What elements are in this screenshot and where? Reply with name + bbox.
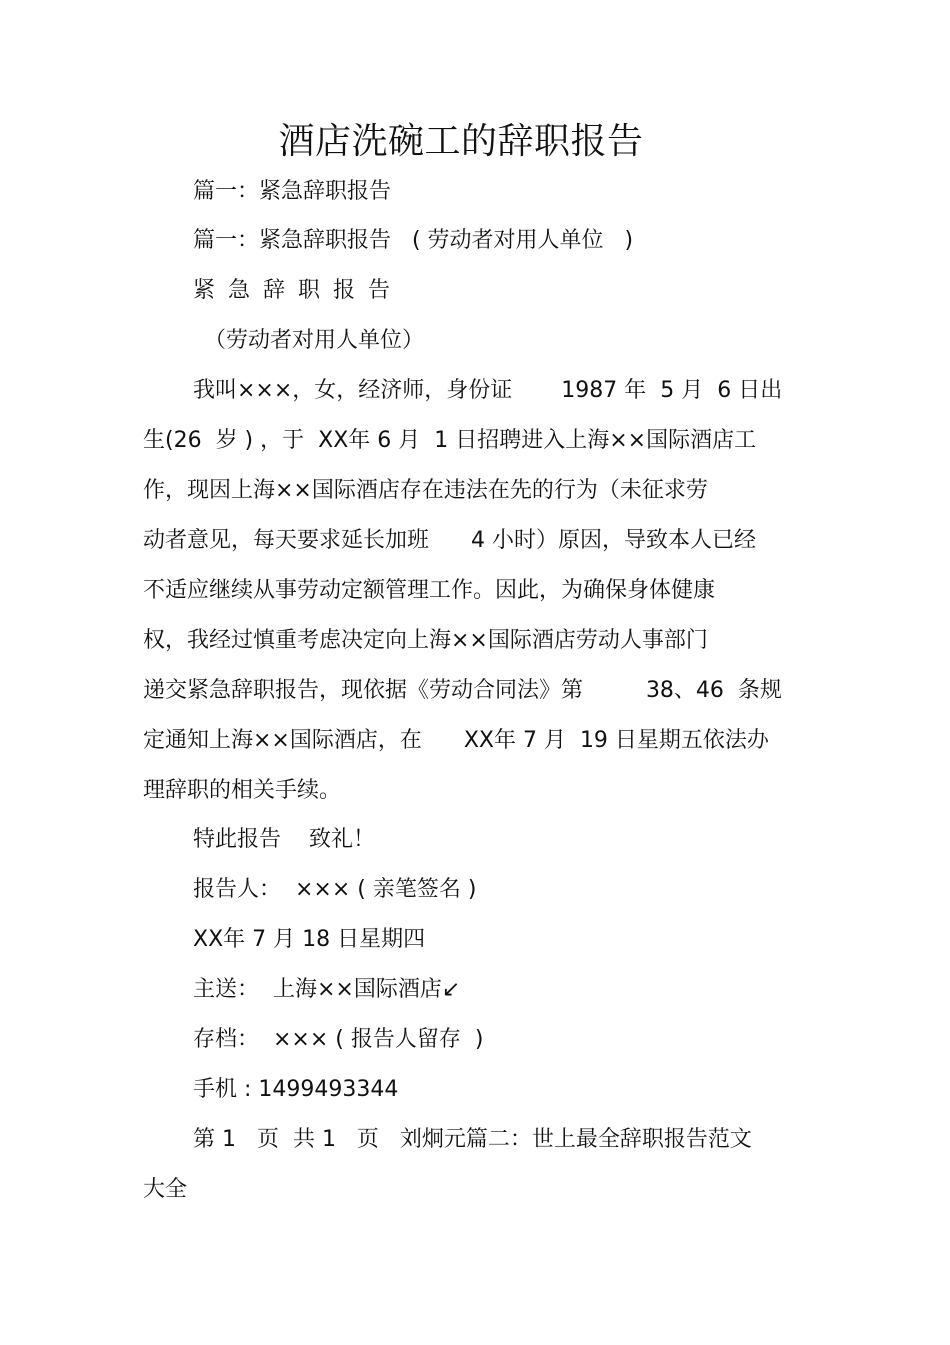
subsection-heading: 篇一：紧急辞职报告 ( 劳动者对用人单位 ) [193, 228, 634, 253]
letter-heading: 紧急辞职报告 [193, 278, 404, 303]
body-line: 定通知上海××国际酒店，在 XX年 7 月 19 日星期五依法办 [143, 728, 769, 753]
section-heading-1: 篇一：紧急辞职报告 [193, 179, 392, 204]
document-title: 酒店洗碗工的辞职报告 [278, 121, 644, 162]
body-line: 我叫×××，女，经济师，身份证 1987 年 5 月 6 日出 [193, 378, 783, 403]
body-line: 生(26 岁 ) ，于 XX年 6 月 1 日招聘进入上海××国际酒店工 [143, 428, 757, 453]
body-line: 权，我经过慎重考虑决定向上海××国际酒店劳动人事部门 [143, 628, 708, 653]
phone-line: 手机 : 1499493344 [193, 1077, 399, 1102]
reporter-line: 报告人： ××× ( 亲笔签名 ) [193, 877, 477, 902]
closing-line: 特此报告 致礼！ [193, 827, 375, 852]
page-footer-continuation: 大全 [143, 1177, 188, 1202]
date-line: XX年 7 月 18 日星期四 [193, 927, 426, 952]
body-line: 递交紧急辞职报告，现依据《劳动合同法》第 38、46 条规 [143, 678, 782, 703]
body-line: 理辞职的相关手续。 [143, 778, 342, 803]
recipient-line: 主送： 上海××国际酒店↙ [193, 977, 461, 1002]
body-line: 作，现因上海××国际酒店存在违法在先的行为（未征求劳 [143, 478, 708, 503]
archive-line: 存档： ××× ( 报告人留存 ) [193, 1027, 484, 1052]
page-footer-line: 第 1 页 共 1 页 刘炯元篇二：世上最全辞职报告范文 [193, 1127, 752, 1152]
body-line: 动者意见，每天要求延长加班 4 小时）原因，导致本人已经 [143, 528, 756, 553]
letter-subheading: （劳动者对用人单位） [204, 328, 425, 353]
body-line: 不适应继续从事劳动定额管理工作。因此，为确保身体健康 [143, 578, 716, 603]
